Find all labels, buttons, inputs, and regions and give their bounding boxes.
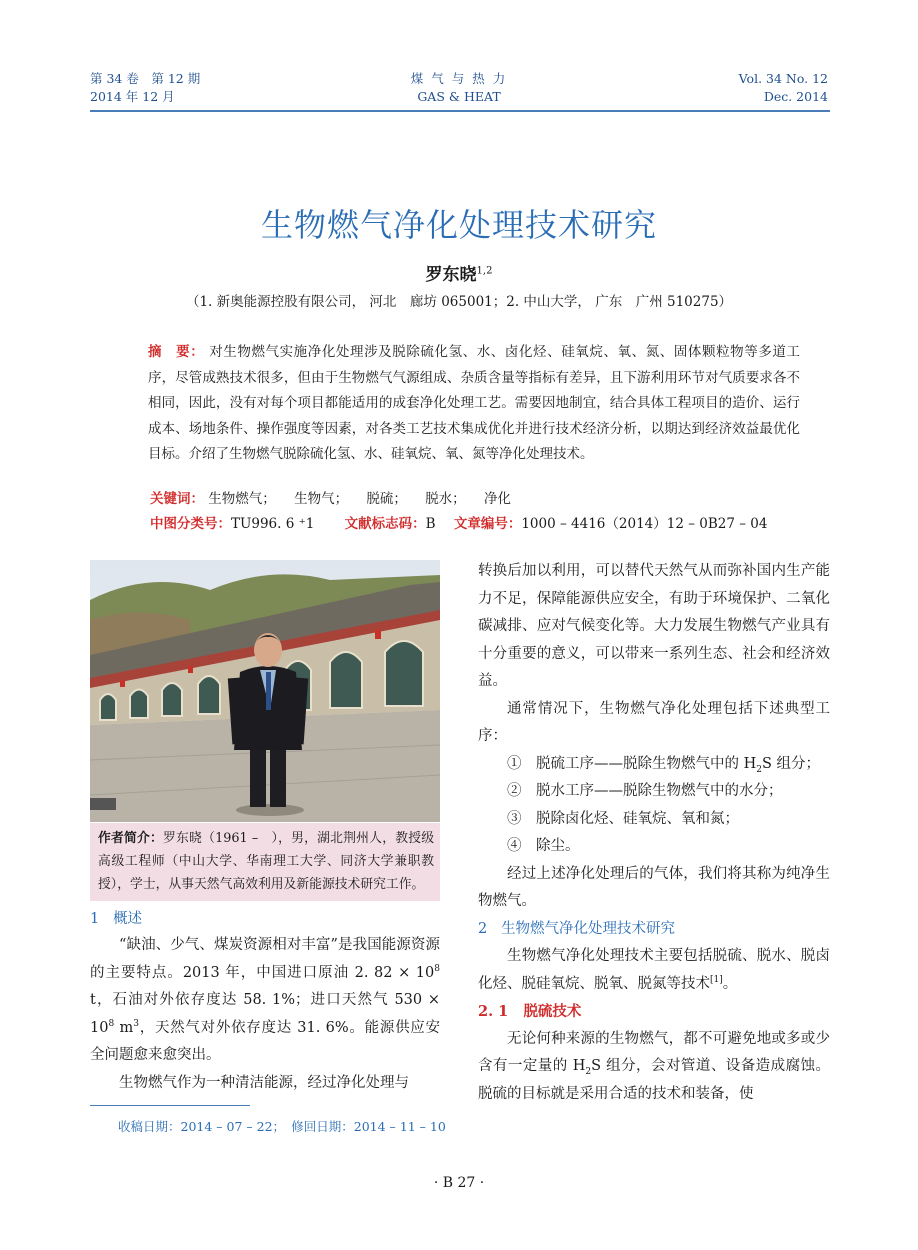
paragraph (478, 1026, 830, 1109)
doc-code-label: 文献标志码： (344, 516, 426, 532)
section-number: 2 (478, 920, 488, 937)
volume-issue-line: 第 34 卷 第 12 期 (90, 71, 201, 86)
author-photo-illustration (90, 560, 440, 822)
list-item: ② 脱水工序——脱除生物燃气中的水分； (507, 783, 783, 799)
keywords-label: 关键词： (150, 491, 204, 507)
paragraph: 通常情况下，生物燃气净化处理包括下述典型工序： (478, 700, 830, 744)
volume-en-line: Vol. 34 No. 12 (738, 71, 828, 86)
issue-date-line: 2014 年 12 月 (90, 89, 175, 104)
keyword: 脱水； (425, 491, 466, 507)
page-number: · B 27 · (433, 1175, 485, 1191)
author-photo (90, 560, 440, 822)
list-item: ④ 除尘。 (507, 838, 580, 854)
paragraph: 转换后加以利用，可以替代天然气从而弥补国内生产能力不足，保障能源供应安全，有助于环境保护、二氧化碳减排、应对气候变化等。大力发展生物燃气产业具有十分重要的意义，可以带来一系列生态、社会和经济效益。 (478, 563, 830, 689)
section-title: 概述 (113, 911, 143, 927)
received-dates: 收稿日期：2014 – 07 – 22； 修回日期：2014 – 11 – 10 (118, 1119, 446, 1134)
journal-volume-en (620, 70, 828, 106)
abstract-text: 对生物燃气实施净化处理涉及脱除硫化氢、水、卤化烃、硅氧烷、氧、氮、固体颗粒物等多道工序，尽管成熟技术很多，但由于生物燃气气源组成、杂质含量等指标有差异，且下游利用环节对气质要求各不相同，因此，没有对每个项目都能适用的成套净化处理工艺。需要因地制宜，结合具体工程项目的造价、运行成本、场地条件、操作强度等因素，对各类工艺技术集成优化并进行技术经济分析，以期达到经济效益最优化目标。介绍了生物燃气脱除硫化氢、水、硅氧烷、氧、氮等净化处理技术。 (148, 344, 800, 462)
classification-line (150, 512, 767, 532)
section-title: 生物燃气净化处理技术研究 (501, 920, 676, 937)
section-2-heading (478, 916, 830, 944)
text-run: ，天然气对外依存度达 31. 6%。能源供应安全问题愈来愈突出。 (90, 1019, 441, 1063)
clc-value: TU996. 6 ⁺1 (231, 516, 315, 532)
subsection-2-1-heading (478, 998, 830, 1026)
journal-name-en: GAS & HEAT (417, 89, 501, 104)
affiliation: （1. 新奥能源控股有限公司， 河北 廊坊 065001；2. 中山大学， 广东 广州 510275） (185, 294, 733, 310)
author-bio (90, 823, 440, 901)
section-1-heading (90, 906, 440, 932)
bio-label: 作者简介： (98, 831, 164, 846)
text-run: m (114, 1019, 134, 1036)
keyword: 净化 (483, 491, 511, 507)
paragraph (478, 943, 830, 998)
article-title: 生物燃气净化处理技术研究 (260, 206, 657, 244)
keyword: 生物气； (294, 491, 349, 507)
article-no-label: 文章编号： (453, 516, 522, 532)
journal-name (309, 70, 609, 106)
author-name: 罗东晓 (425, 265, 477, 285)
left-column (90, 906, 440, 1097)
paragraph (90, 932, 440, 1070)
superscript: 8 (434, 963, 440, 974)
text-run: S 组分； (762, 755, 821, 772)
article-no-value: 1000 – 4416（2014）12 – 0B27 – 04 (521, 516, 768, 532)
bio-text: 罗东晓（1961 – ），男，湖北荆州人，教授级高级工程师（中山大学、华南理工大学、同济大学兼职教授），学士，从事天然气高效利用及新能源技术研究工作。 (98, 831, 435, 892)
date-en-line: Dec. 2014 (763, 89, 828, 104)
text-run: 无论何种来源的生物燃气，都不可避免地或多或少含有一定量的 H (478, 1030, 830, 1074)
author-affil-sup: 1,2 (476, 265, 493, 277)
text-run: S 组分，会对管道、设备造成腐蚀。脱硫的目标就是采用合适的技术和装备，使 (478, 1058, 830, 1102)
right-column (478, 558, 830, 1108)
section-number: 1 (90, 911, 100, 927)
clc-label: 中图分类号： (150, 516, 231, 532)
keyword: 脱硫； (366, 491, 407, 507)
text-run: 。 (722, 975, 738, 992)
subsection-title: 脱硫技术 (523, 1003, 582, 1020)
subscript: 2 (756, 764, 762, 775)
footnote-rule (90, 1105, 250, 1106)
list-item: ③ 脱除卤化烃、硅氧烷、氧和氮； (507, 810, 739, 827)
text-run: “缺油、少气、煤炭资源相对丰富”是我国能源资源的主要特点。2013 年，中国进口原油 2. 82 × 10 (90, 937, 440, 981)
keywords (150, 487, 511, 507)
keyword: 生物燃气； (208, 491, 276, 507)
author-line (0, 260, 918, 285)
superscript: 8 (108, 1018, 115, 1029)
superscript: 3 (133, 1018, 140, 1029)
doc-code-value: B (425, 516, 436, 532)
journal-volume-issue (90, 70, 200, 106)
text-run: t，石油对外依存度达 58. 1%；进口天然气 530 × 10 (90, 992, 440, 1036)
paragraph: 生物燃气作为一种清洁能源，经过净化处理与 (119, 1074, 409, 1091)
subsection-number: 2. 1 (478, 1003, 509, 1020)
header-rule (90, 110, 830, 112)
paragraph: 经过上述净化处理后的气体，我们将其称为纯净生物燃气。 (478, 865, 830, 909)
subscript: 2 (585, 1066, 592, 1077)
text-run: 生物燃气净化处理技术主要包括脱硫、脱水、脱卤化烃、脱硅氧烷、脱氧、脱氮等技术 (478, 948, 830, 992)
journal-name-cn: 煤 气 与 热 力 (410, 71, 508, 86)
abstract (148, 340, 800, 468)
abstract-label: 摘 要： (148, 344, 205, 360)
list-item (478, 751, 830, 779)
citation: [1] (710, 974, 723, 985)
text-run: ① 脱硫工序——脱除生物燃气中的 H (507, 755, 757, 772)
